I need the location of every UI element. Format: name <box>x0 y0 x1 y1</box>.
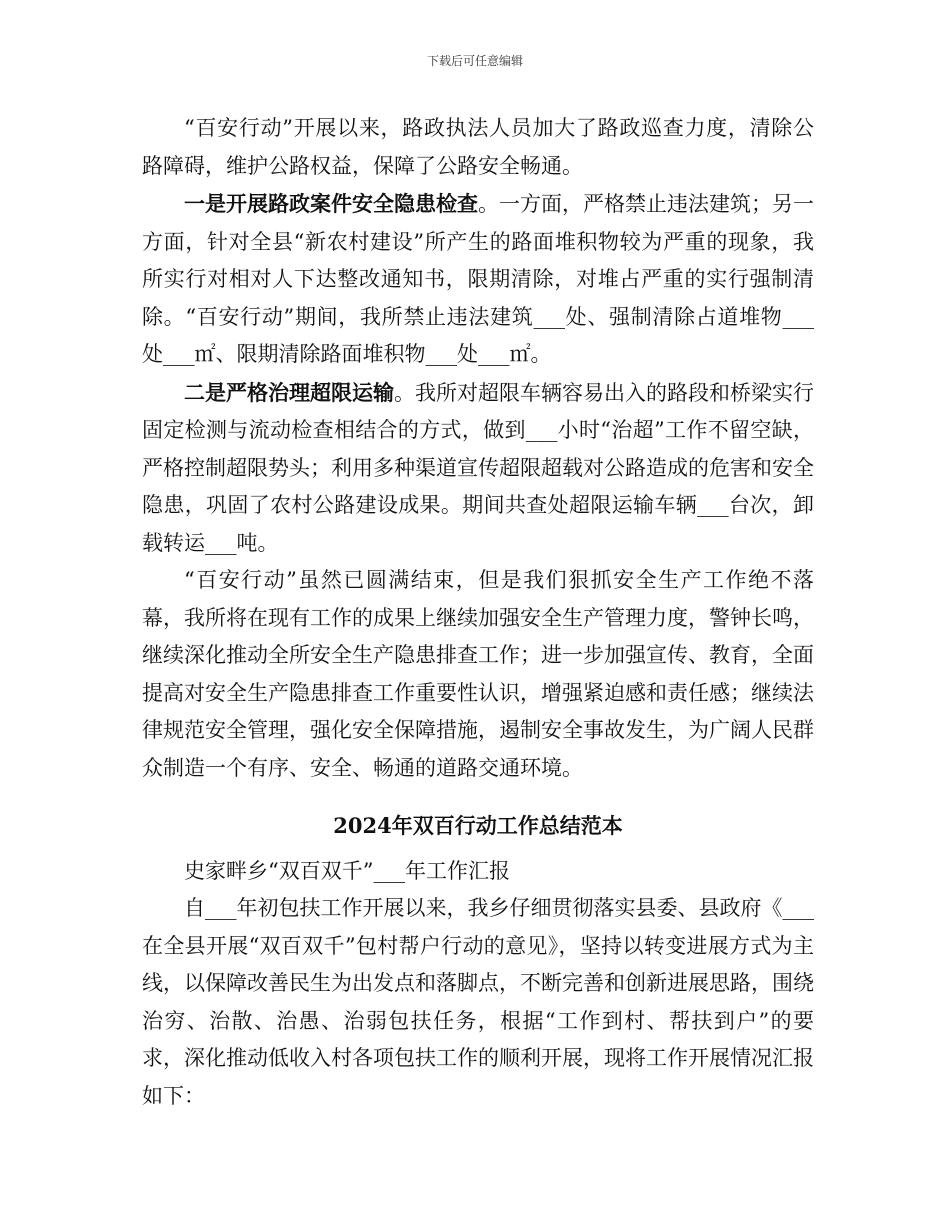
point-two-heading: 二是严格治理超限运输 <box>184 379 394 405</box>
paragraph-point-one <box>142 185 814 374</box>
point-one-text: 。一方面，严格禁止违法建筑；另一方面，针对全县“新农村建设”所产生的路面堆积物较为严重的现象，我所实行对相对人下达整改通知书，限期清除，对堆占严重的实行强制清除。“百安行动”期间，我所禁止违法建筑___处、强制清除占道堆物___处___㎡、限期清除路面堆积物___处___㎡。 <box>142 192 814 366</box>
paragraph-closing: “百安行动”虽然已圆满结束，但是我们狠抓安全生产工作绝不落幕，我所将在现有工作的成果上继续加强安全生产管理力度，警钟长鸣，继续深化推动全所安全生产隐患排查工作；进一步加强宣传、教育，全面提高对安全生产隐患排查工作重要性认识，增强紧迫感和责任感；继续法律规范安全管理，强化安全保障措施，遏制安全事故发生，为广阔人民群众制造一个有序、安全、畅通的道路交通环境。 <box>142 568 814 780</box>
document-body <box>142 110 814 1115</box>
paragraph-intro: “百安行动”开展以来，路政执法人员加大了路政巡查力度，清除公路障碍，维护公路权益，保障了公路安全畅通。 <box>142 116 814 178</box>
paragraph-report-intro: 自___年初包扶工作开展以来，我乡仔细贯彻落实县委、县政府《___在全县开展“双百双千”包村帮户行动的意见》，坚持以转变进展方式为主线，以保障改善民生为出发点和落脚点，不断完善和创新进展思路，围绕治穷、治散、治愚、治弱包扶任务，根据“工作到村、帮扶到户”的要求，深化推动低收入村各项包扶工作的顺利开展，现将工作开展情况汇报如下： <box>142 896 814 1108</box>
paragraph-point-two <box>142 374 814 563</box>
document-title: 2024年双百行动工作总结范本 <box>333 813 623 838</box>
header-note: 下载后可任意编辑 <box>426 54 523 68</box>
point-one-heading: 一是开展路政案件安全隐患检查 <box>184 191 478 216</box>
report-subtitle: 史家畔乡“双百双千”___年工作汇报 <box>184 858 510 883</box>
point-two-text: 。我所对超限车辆容易出入的路段和桥梁实行固定检测与流动检查相结合的方式，做到___小时“治超”工作不留空缺，严格控制超限势头；利用多种渠道宣传超限超载对公路造成的危害和安全隐患，巩固了农村公路建设成果。期间共查处超限运输车辆___台次，卸载转运___吨。 <box>142 380 814 555</box>
